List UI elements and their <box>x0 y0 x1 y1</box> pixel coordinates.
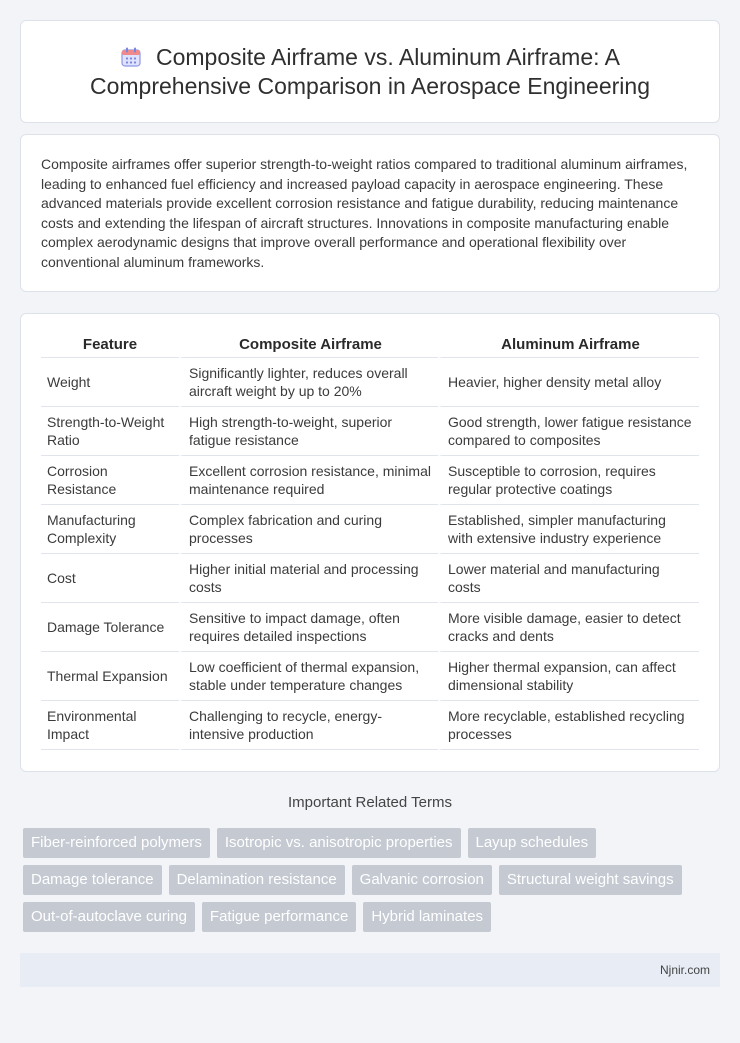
cell-feature: Environmental Impact <box>41 701 179 750</box>
cell-composite: Complex fabrication and curing processes <box>179 505 438 554</box>
table-header-row <box>41 334 699 358</box>
cell-feature: Manufacturing Complexity <box>41 505 179 554</box>
related-term-tag[interactable]: Out-of-autoclave curing <box>23 902 195 932</box>
table-body <box>41 358 699 750</box>
cell-aluminum: Susceptible to corrosion, requires regular protective coatings <box>438 456 699 505</box>
related-terms-list <box>20 828 720 939</box>
cell-composite: Excellent corrosion resistance, minimal maintenance required <box>179 456 438 505</box>
table-row <box>41 456 699 505</box>
cell-composite: Low coefficient of thermal expansion, stable under temperature changes <box>179 652 438 701</box>
related-term-tag[interactable]: Structural weight savings <box>499 865 682 895</box>
page-title-text: Composite Airframe vs. Aluminum Airframe: A Comprehensive Comparison in Aerospace Engineering <box>90 43 650 99</box>
cell-composite: Sensitive to impact damage, often requires detailed inspections <box>179 603 438 652</box>
calendar-icon <box>120 46 142 68</box>
cell-feature: Damage Tolerance <box>41 603 179 652</box>
related-term-tag[interactable]: Fatigue performance <box>202 902 356 932</box>
cell-composite: Higher initial material and processing costs <box>179 554 438 603</box>
page-title <box>51 43 689 101</box>
table-row <box>41 358 699 407</box>
table-row <box>41 652 699 701</box>
cell-aluminum: Higher thermal expansion, can affect dimensional stability <box>438 652 699 701</box>
comparison-table-card <box>20 313 720 772</box>
related-term-tag[interactable]: Galvanic corrosion <box>352 865 492 895</box>
footer <box>20 953 720 987</box>
intro-card <box>20 134 720 292</box>
related-term-tag[interactable]: Layup schedules <box>468 828 597 858</box>
comparison-table <box>41 334 699 750</box>
cell-feature: Thermal Expansion <box>41 652 179 701</box>
footer-site-name: Njnir.com <box>659 963 710 977</box>
header-aluminum: Aluminum Airframe <box>438 334 699 358</box>
cell-aluminum: Good strength, lower fatigue resistance compared to composites <box>438 407 699 456</box>
table-row <box>41 701 699 750</box>
table-row <box>41 407 699 456</box>
cell-composite: High strength-to-weight, superior fatigue resistance <box>179 407 438 456</box>
cell-aluminum: Established, simpler manufacturing with extensive industry experience <box>438 505 699 554</box>
related-term-tag[interactable]: Damage tolerance <box>23 865 162 895</box>
intro-paragraph: Composite airframes offer superior strength-to-weight ratios compared to traditional aluminum airframes, leading to enhanced fuel efficiency and increased payload capacity in aerospace engineering. These advanced materials provide excellent corrosion resistance and fatigue durability, reducing maintenance costs and extending the lifespan of aircraft structures. Innovations in composite manufacturing enable complex aerodynamic designs that improve overall performance and operational flexibility over conventional aluminum frameworks. <box>41 156 688 270</box>
cell-aluminum: More visible damage, easier to detect cracks and dents <box>438 603 699 652</box>
table-row <box>41 505 699 554</box>
cell-feature: Cost <box>41 554 179 603</box>
cell-feature: Weight <box>41 358 179 407</box>
related-term-tag[interactable]: Hybrid laminates <box>363 902 491 932</box>
related-term-tag[interactable]: Delamination resistance <box>169 865 345 895</box>
related-term-tag[interactable]: Fiber-reinforced polymers <box>23 828 210 858</box>
cell-aluminum: Lower material and manufacturing costs <box>438 554 699 603</box>
related-term-tag[interactable]: Isotropic vs. anisotropic properties <box>217 828 461 858</box>
cell-aluminum: More recyclable, established recycling processes <box>438 701 699 750</box>
cell-feature: Corrosion Resistance <box>41 456 179 505</box>
cell-feature: Strength-to-Weight Ratio <box>41 407 179 456</box>
cell-composite: Challenging to recycle, energy-intensive production <box>179 701 438 750</box>
title-card <box>20 20 720 123</box>
header-composite: Composite Airframe <box>179 334 438 358</box>
related-terms-heading: Important Related Terms <box>288 794 452 811</box>
table-row <box>41 603 699 652</box>
cell-composite: Significantly lighter, reduces overall aircraft weight by up to 20% <box>179 358 438 407</box>
cell-aluminum: Heavier, higher density metal alloy <box>438 358 699 407</box>
table-row <box>41 554 699 603</box>
header-feature: Feature <box>41 334 179 358</box>
